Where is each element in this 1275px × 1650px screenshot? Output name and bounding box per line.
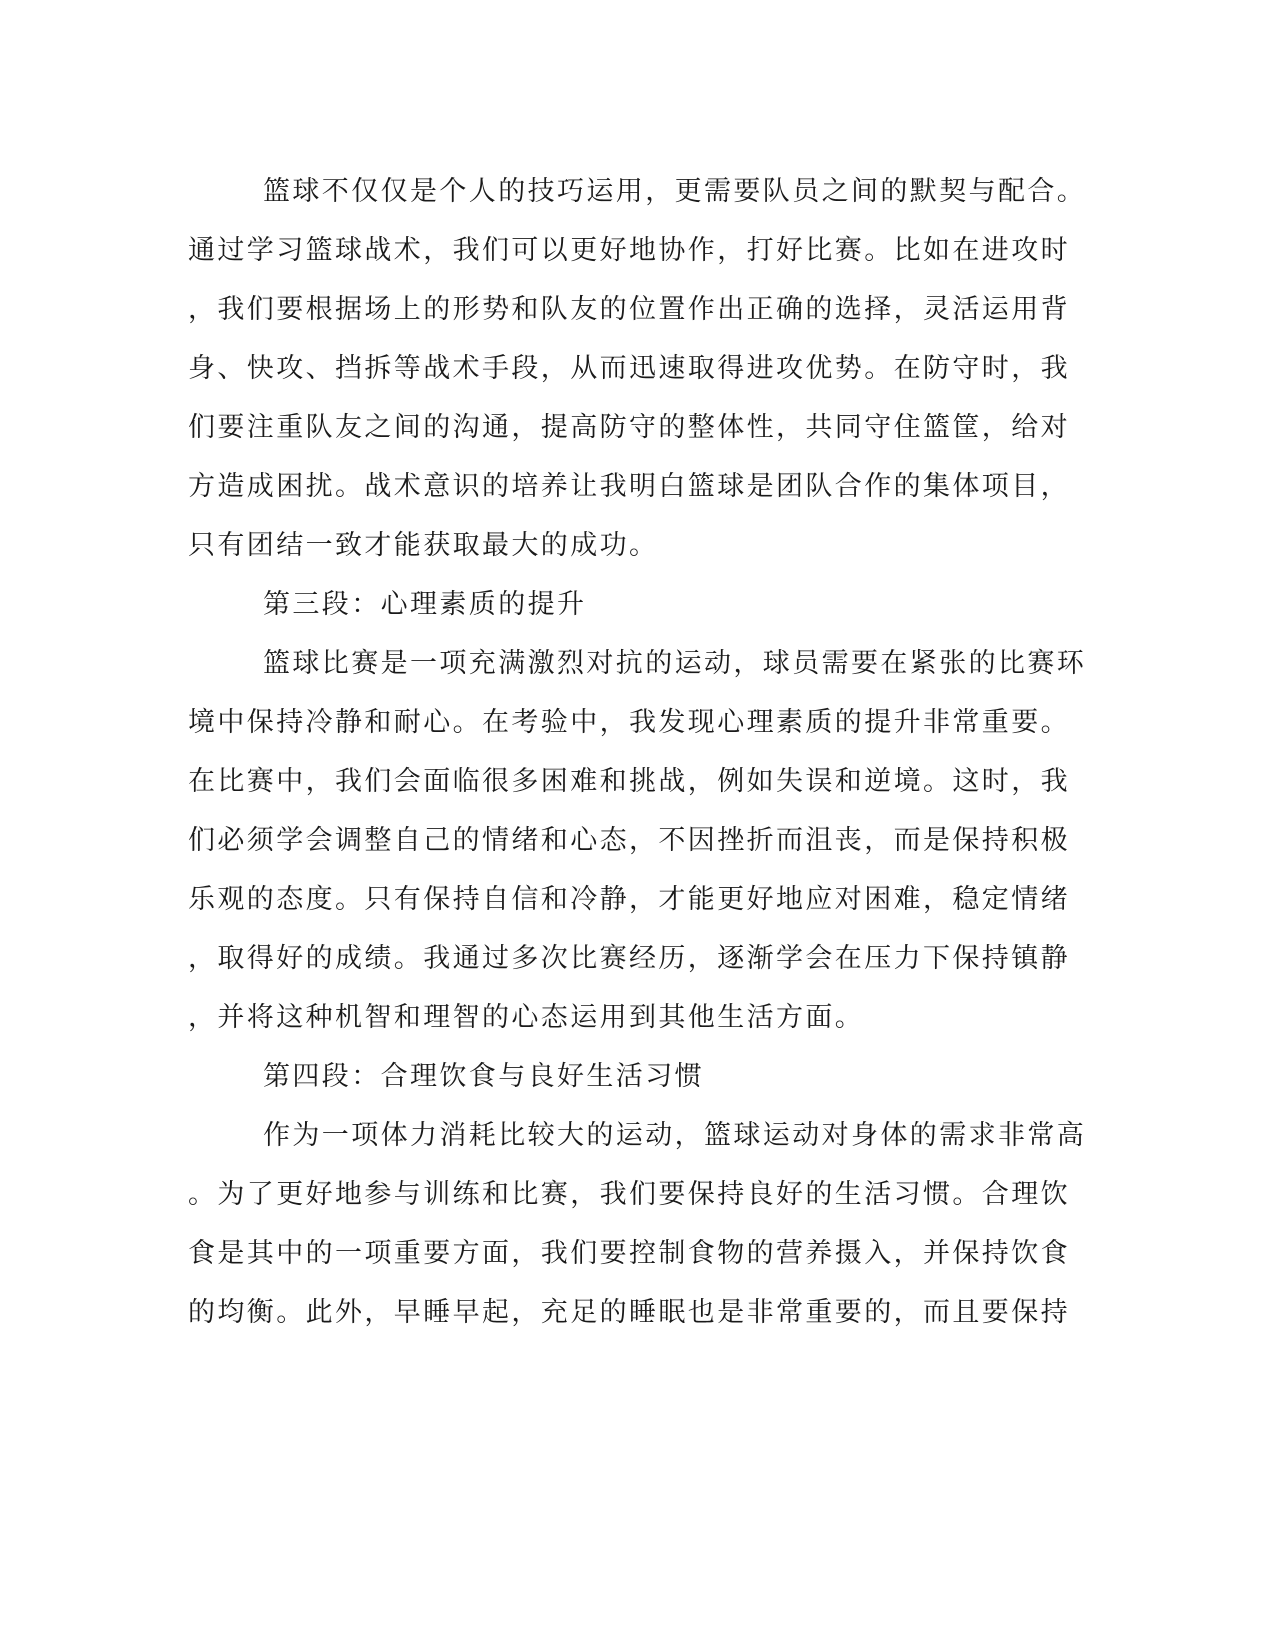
text-line: 方造成困扰。战术意识的培养让我明白篮球是团队合作的集体项目，: [188, 471, 1070, 502]
text-line: 通过学习篮球战术，我们可以更好地协作，打好比赛。比如在进攻时: [188, 235, 1070, 266]
text-line: 第四段：合理饮食与良好生活习惯: [263, 1061, 704, 1092]
text-line: 食是其中的一项重要方面，我们要控制食物的营养摄入，并保持饮食: [188, 1238, 1070, 1269]
text-line: 篮球比赛是一项充满激烈对抗的运动，球员需要在紧张的比赛环: [263, 648, 1087, 679]
text-line: 第三段：心理素质的提升: [263, 589, 587, 620]
text-line: 身、快攻、挡拆等战术手段，从而迅速取得进攻优势。在防守时，我: [188, 353, 1070, 384]
text-line: ，我们要根据场上的形势和队友的位置作出正确的选择，灵活运用背: [188, 294, 1070, 325]
text-line: 作为一项体力消耗比较大的运动，篮球运动对身体的需求非常高: [263, 1120, 1087, 1151]
text-line: ，并将这种机智和理智的心态运用到其他生活方面。: [188, 1002, 865, 1033]
text-line: 乐观的态度。只有保持自信和冷静，才能更好地应对困难，稳定情绪: [188, 884, 1070, 915]
text-line: 只有团结一致才能获取最大的成功。: [188, 530, 659, 561]
text-line: 的均衡。此外，早睡早起，充足的睡眠也是非常重要的，而且要保持: [188, 1297, 1070, 1328]
text-line: 。为了更好地参与训练和比赛，我们要保持良好的生活习惯。合理饮: [188, 1179, 1070, 1210]
text-line: ，取得好的成绩。我通过多次比赛经历，逐渐学会在压力下保持镇静: [188, 943, 1070, 974]
text-line: 篮球不仅仅是个人的技巧运用，更需要队员之间的默契与配合。: [263, 176, 1087, 207]
text-line: 境中保持冷静和耐心。在考验中，我发现心理素质的提升非常重要。: [188, 707, 1070, 738]
text-line: 们必须学会调整自己的情绪和心态，不因挫折而沮丧，而是保持积极: [188, 825, 1070, 856]
document-body: [188, 162, 1087, 1342]
text-line: 们要注重队友之间的沟通，提高防守的整体性，共同守住篮筐，给对: [188, 412, 1070, 443]
text-line: 在比赛中，我们会面临很多困难和挑战，例如失误和逆境。这时，我: [188, 766, 1070, 797]
